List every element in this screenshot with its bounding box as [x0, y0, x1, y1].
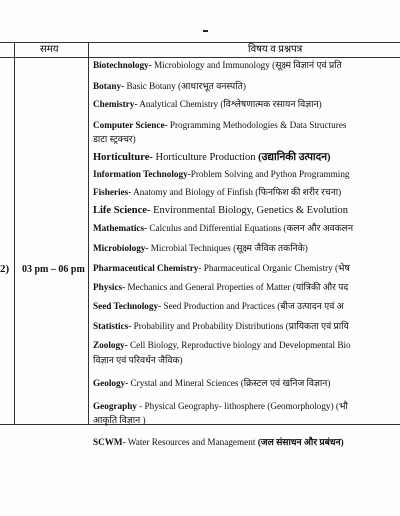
- subject-row: [93, 281, 348, 293]
- paper-name: Problem Solving and Python Programming: [190, 169, 350, 179]
- subject-row: [93, 436, 344, 448]
- paper-name: Cell Biology, Reproductive biology and Developmental Bio: [127, 340, 351, 350]
- subject-row: [93, 168, 350, 180]
- paper-name: Probability and Probability Distributions (प्रायिकता एवं प्रायि: [131, 321, 349, 331]
- paper-name: डाटा स्ट्रक्चर): [93, 134, 136, 144]
- subject-row-continued: [93, 133, 136, 145]
- subject-row: [93, 205, 348, 217]
- subject-name: SCWM-: [93, 437, 126, 447]
- table-top-border: [0, 42, 400, 43]
- exam-time: 03 pm – 06 pm: [22, 264, 85, 275]
- subject-row: [93, 152, 331, 164]
- sequence-number: 2): [0, 263, 10, 275]
- paper-name: Microbial Techniques (सूक्ष्म जैविक तकनिके): [148, 243, 308, 253]
- scan-mark: [203, 30, 208, 32]
- subject-row: [93, 339, 351, 351]
- subject-name: Geology-: [93, 378, 129, 388]
- paper-name: Anatomy and Biology of Finfish (फिनफिश की शरीर रचना): [131, 187, 342, 197]
- table-bottom-border: [0, 424, 400, 425]
- paper-name: - Physical Geography- lithosphere (Geomorphology) (भौ: [136, 401, 348, 411]
- paper-name: Seed Production and Practices (बीज उत्पादन एवं अ: [161, 301, 344, 311]
- subject-name: Botany-: [93, 81, 125, 91]
- header-subject: विषय व प्रश्नपत्र: [248, 44, 303, 55]
- paper-name: Horticulture Production: [152, 152, 259, 163]
- subject-row: [93, 80, 246, 92]
- subject-row-continued: [93, 414, 146, 426]
- subject-row: [93, 320, 349, 332]
- paper-name: Pharmaceutical Organic Chemistry (भेष: [201, 263, 350, 273]
- paper-name-hindi: (जल संसाधन और प्रबंधन): [257, 437, 344, 447]
- subject-name: Mathematics-: [93, 223, 148, 233]
- subject-row: [93, 186, 341, 198]
- paper-name: आकृति विज्ञान ): [93, 415, 146, 425]
- subject-row: [93, 119, 346, 131]
- subject-row: [93, 262, 350, 274]
- paper-name: Programming Methodologies & Data Structures: [167, 120, 347, 130]
- subject-name: Horticulture-: [93, 152, 153, 163]
- subject-name: Chemistry-: [93, 99, 138, 109]
- subject-name: Statistics-: [93, 321, 132, 331]
- subject-row: [93, 242, 308, 254]
- paper-name: Crystal and Mineral Sciences (क्रिस्टल एवं खनिज विज्ञान): [128, 378, 331, 388]
- subject-row-continued: [93, 354, 183, 366]
- subject-name: Physics-: [93, 282, 126, 292]
- paper-name-hindi: (उद्यानिकी उत्पादन): [258, 152, 331, 163]
- paper-name: Water Resources and Management: [125, 437, 258, 447]
- subject-row: [93, 98, 322, 110]
- subject-name: Microbiology-: [93, 243, 149, 253]
- subject-row: [93, 400, 348, 412]
- subject-name: Zoology-: [93, 340, 128, 350]
- subject-name: Seed Technology-: [93, 301, 162, 311]
- subject-name: Pharmaceutical Chemistry-: [93, 263, 202, 273]
- paper-name: Calculus and Differential Equations (कलन और अवकलन: [147, 223, 354, 233]
- paper-name: Basic Botany (आधारभूत वनस्पति): [124, 81, 246, 91]
- subject-name: Fisheries-: [93, 187, 132, 197]
- subject-row: [93, 222, 353, 234]
- subject-name: Geography: [93, 401, 137, 411]
- subject-row: [93, 59, 342, 71]
- header-time: समय: [40, 44, 59, 55]
- paper-name: विज्ञान एवं परिवर्धन जैविक): [93, 355, 183, 365]
- paper-name: Analytical Chemistry (विश्लेषणात्मक रसायन विज्ञान): [137, 99, 322, 109]
- table-header-border: [0, 57, 400, 58]
- subject-name: Biotechnology-: [93, 60, 152, 70]
- subject-name: Information Technology-: [93, 169, 191, 179]
- subject-name: Life Science-: [93, 205, 151, 216]
- subject-row: [93, 300, 344, 312]
- paper-name: Environmental Biology, Genetics & Evolution: [150, 205, 349, 216]
- column-divider-2: [88, 42, 89, 424]
- subject-name: Computer Science-: [93, 120, 168, 130]
- column-divider-1: [14, 42, 15, 424]
- paper-name: Mechanics and General Properties of Matter (यांत्रिकी और पद: [125, 282, 349, 292]
- subject-row: [93, 377, 330, 389]
- paper-name: Microbiology and Immunology (सूक्ष्म विज्ञानं एवं प्रति: [151, 60, 342, 70]
